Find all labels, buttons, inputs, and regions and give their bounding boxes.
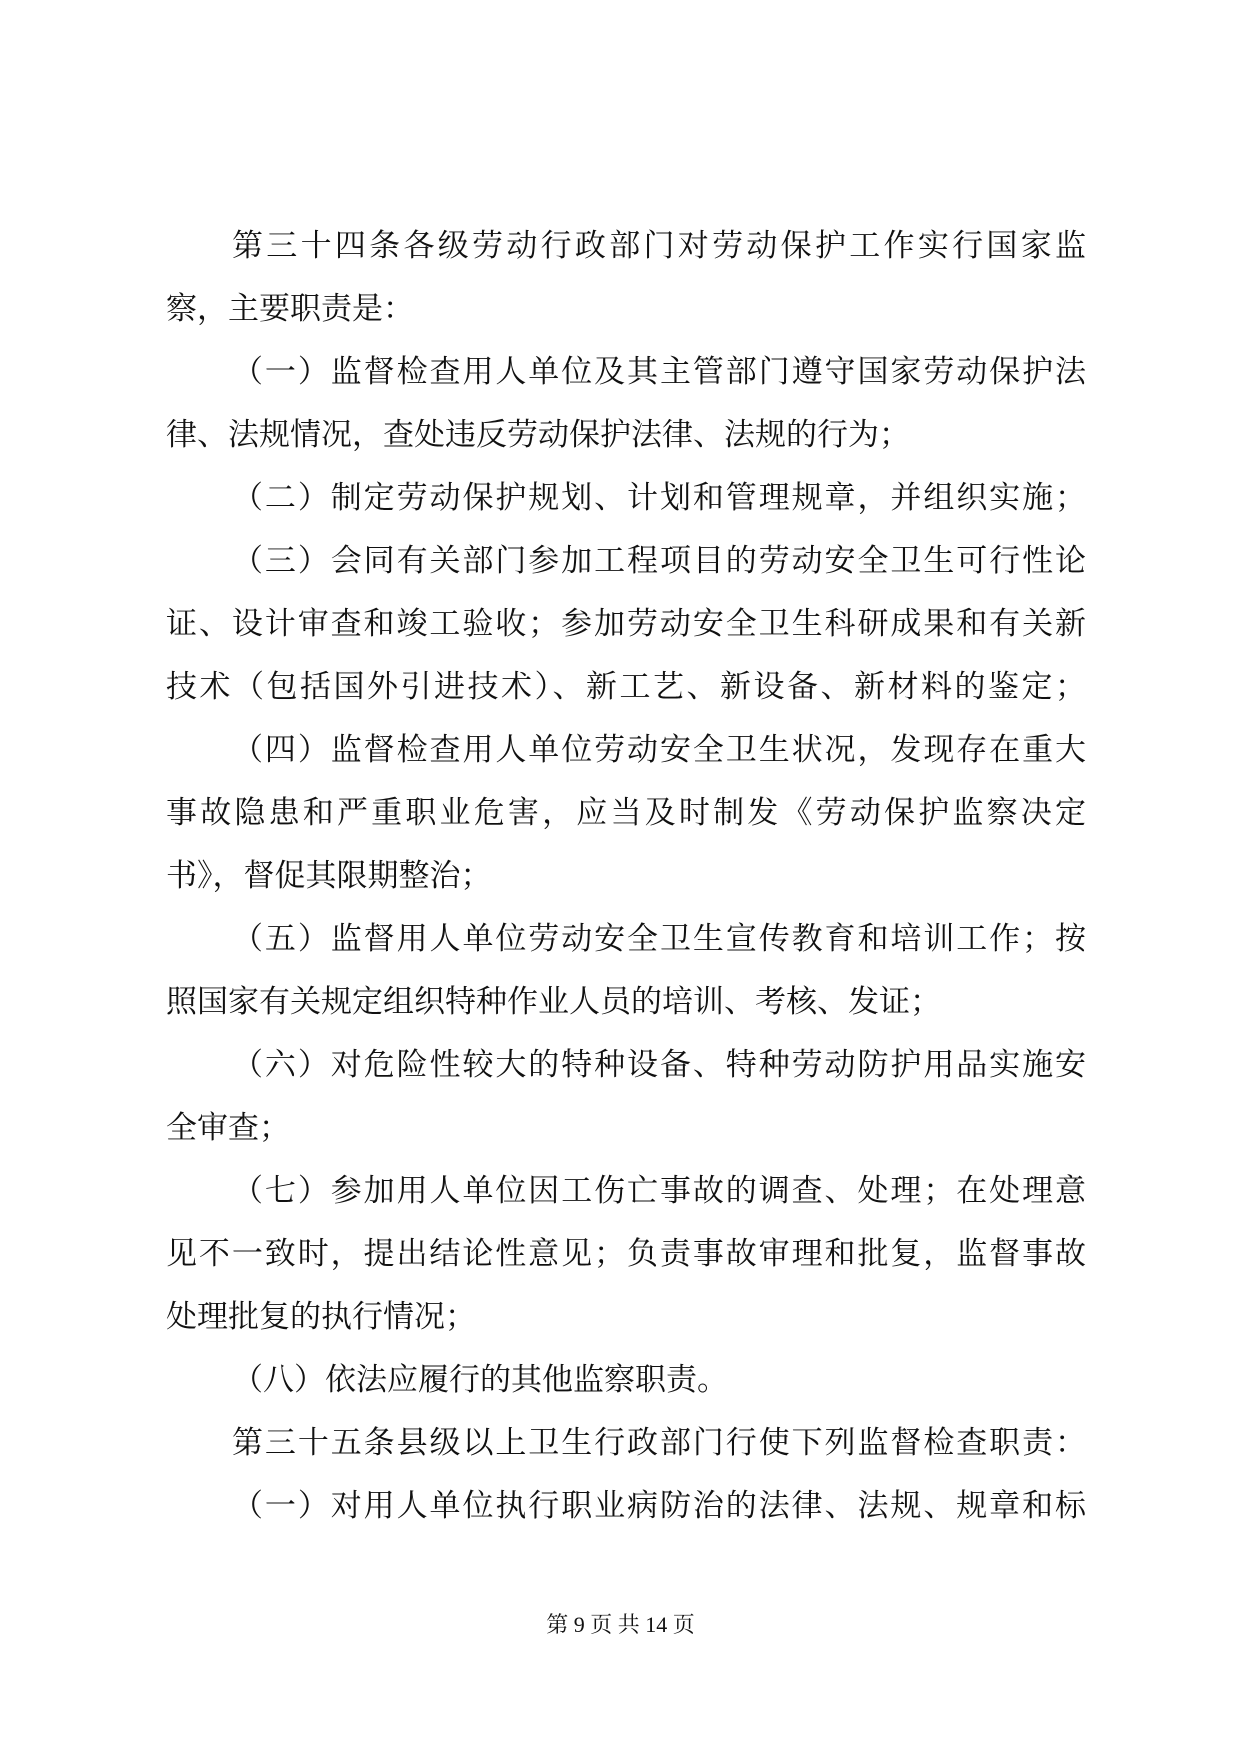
text-line: 事故隐患和严重职业危害，应当及时制发《劳动保护监察决定 [166,795,1086,831]
text-line: 照国家有关规定组织特种作业人员的培训、考核、发证； [166,984,941,1020]
text-line: （八）依法应履行的其他监察职责。 [232,1362,728,1398]
text-line: （二）制定劳动保护规划、计划和管理规章，并组织实施； [232,480,1086,516]
text-line: 证、设计审查和竣工验收；参加劳动安全卫生科研成果和有关新 [166,606,1086,642]
text-line: 见不一致时，提出结论性意见；负责事故审理和批复，监督事故 [166,1236,1086,1272]
text-line: 第三十五条县级以上卫生行政部门行使下列监督检查职责： [232,1425,1086,1461]
text-line: （四）监督检查用人单位劳动安全卫生状况，发现存在重大 [232,732,1086,768]
text-line: 全审查； [166,1110,290,1146]
text-line: （七）参加用人单位因工伤亡事故的调查、处理；在处理意 [232,1173,1086,1209]
text-line: （六）对危险性较大的特种设备、特种劳动防护用品实施安 [232,1047,1086,1083]
page-number-footer: 第 9 页 共 14 页 [546,1612,695,1637]
text-line: 技术（包括国外引进技术）、新工艺、新设备、新材料的鉴定； [166,669,1086,705]
text-line: （五）监督用人单位劳动安全卫生宣传教育和培训工作；按 [232,921,1086,957]
text-line: 处理批复的执行情况； [166,1299,476,1335]
text-line: （一）对用人单位执行职业病防治的法律、法规、规章和标 [232,1488,1086,1524]
text-line: （一）监督检查用人单位及其主管部门遵守国家劳动保护法 [232,354,1086,390]
text-line: 察，主要职责是： [166,291,414,327]
text-line: （三）会同有关部门参加工程项目的劳动安全卫生可行性论 [232,543,1086,579]
text-line: 书》，督促其限期整治； [166,858,492,894]
text-line: 律、法规情况，查处违反劳动保护法律、法规的行为； [166,417,910,453]
text-line: 第三十四条各级劳动行政部门对劳动保护工作实行国家监 [232,228,1086,264]
